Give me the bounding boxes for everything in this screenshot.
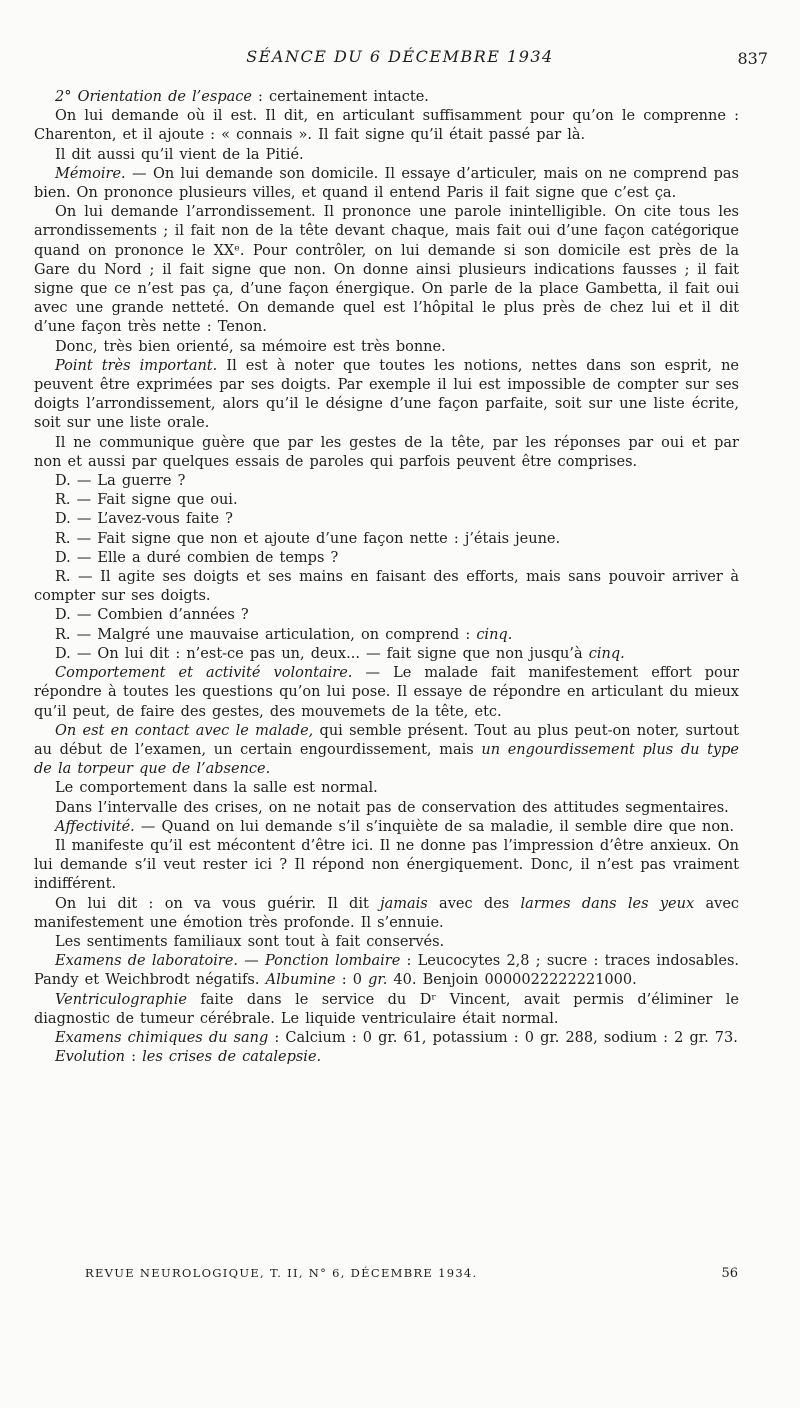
running-title: SÉANCE DU 6 DÉCEMBRE 1934 <box>246 47 554 66</box>
paragraph <box>34 933 739 952</box>
text-run: Il dit aussi qu’il vient de la Pitié. <box>55 146 304 163</box>
paragraph <box>34 357 739 434</box>
text-run: R. — Il agite ses doigts et ses mains en faisant des efforts, mais sans pouvoir arriver à compter sur ses doigts. <box>34 569 739 605</box>
paragraph <box>34 818 739 837</box>
italic-run: cinq. <box>476 626 513 643</box>
paragraph <box>34 510 739 529</box>
text-run: avec des <box>427 895 521 912</box>
paragraph <box>34 645 739 664</box>
paragraph <box>34 779 739 798</box>
paragraph <box>34 837 739 895</box>
paragraph <box>34 952 739 990</box>
paragraph <box>34 338 739 357</box>
paragraph <box>34 799 739 818</box>
italic-run: Examens de laboratoire. <box>55 953 239 970</box>
paragraph <box>34 88 739 107</box>
text-run: : Leucocytes 2,8 ; sucre : traces indosables. Pandy et Weichbrodt négatifs. <box>34 953 739 989</box>
text-run: Il manifeste qu’il est mécontent d’être ici. Il ne donne pas l’impression d’être anxieux. On lui demande s’il veut rester ici ? Il répond non énergiquement. Donc, il n’est pas vraiment indifférent. <box>34 837 739 893</box>
text-run: — Quand on lui demande s’il s’inquiète de sa maladie, il semble dire que non. <box>134 818 735 835</box>
text-run: Dans l’intervalle des crises, on ne notait pas de conservation des attitudes segmentaires. <box>55 799 729 816</box>
text-run: Le comportement dans la salle est normal. <box>55 780 378 797</box>
italic-run: On est en contact avec le malade, <box>55 722 314 739</box>
page-header <box>32 47 768 73</box>
text-run: Il est à noter que toutes les notions, nettes dans son esprit, ne peuvent être exprimées par ses doigts. Par exemple il lui est impossible de compter sur ses doigts l’arrondissement, alors qu’il le désigne d’une façon parfaite, soit sur une liste écrite, soit sur une liste orale. <box>34 357 740 432</box>
italic-run: cinq. <box>588 645 625 662</box>
text-run: On lui dit : on va vous guérir. Il dit <box>55 895 381 912</box>
paragraph <box>34 1029 739 1048</box>
paragraph <box>34 606 739 625</box>
paragraph <box>34 472 739 491</box>
paragraph <box>34 107 739 145</box>
italic-run: un engourdissement plus du type de la torpeur que de l’absence. <box>34 741 739 778</box>
text-run: — <box>238 953 265 970</box>
text-run: qui semble présent. Tout au plus peut-on noter, surtout au début de l’examen, un certain engourdissement, mais <box>34 722 739 758</box>
text-run: D. — Elle a duré combien de temps ? <box>55 549 339 566</box>
paragraph <box>34 165 739 203</box>
text-run: : certainement intacte. <box>251 89 429 105</box>
italic-run: Comportement et activité volontaire. <box>55 665 353 682</box>
text-run: — On lui demande son domicile. Il essaye d’articuler, mais on ne comprend pas bien. On prononce plusieurs villes, et quand il entend Paris il fait signe que c’est ça. <box>34 165 739 202</box>
journal-citation: REVUE NEUROLOGIQUE, T. II, N° 6, DÉCEMBRE 1934. <box>85 1266 478 1280</box>
text-run: : 0 <box>335 972 369 989</box>
italic-run: jamais <box>380 895 428 912</box>
text-run: 40. Benjoin 0000022222221000. <box>387 972 637 989</box>
text-run: R. — Fait signe que oui. <box>55 492 238 509</box>
italic-run: Examens chimiques du sang <box>55 1029 269 1046</box>
text-run: D. — La guerre ? <box>55 473 186 490</box>
paragraph <box>34 1048 739 1067</box>
italic-run: Albumine <box>265 972 336 989</box>
text-run: — Le malade fait manifestement effort pour répondre à toutes les questions qu’on lui pose. Il essaye de répondre en articulant du mieux qu’il peut, de faire des gestes, des mouvemets de la tête, etc. <box>34 665 740 720</box>
italic-run: Point très important. <box>55 357 218 374</box>
paragraph <box>34 664 739 722</box>
italic-run: les crises de catalepsie. <box>142 1049 322 1066</box>
text-run: : <box>125 1049 143 1066</box>
signature-folio: 56 <box>721 1266 738 1281</box>
paragraph <box>34 895 739 933</box>
italic-run: Ventriculographie <box>55 991 187 1008</box>
text-run: Donc, très bien orienté, sa mémoire est très bonne. <box>55 338 446 355</box>
paragraph <box>34 568 739 606</box>
paragraph <box>34 491 739 510</box>
text-run: Il ne communique guère que par les gestes de la tête, par les réponses par oui et par non et aussi par quelques essais de paroles qui parfois peuvent être comprises. <box>34 434 739 470</box>
paragraph <box>34 203 739 337</box>
text-run: On lui demande l’arrondissement. Il prononce une parole inintelligible. On cite tous les arrondissements ; il fait non de la tête devant chaque, mais fait oui d’une façon catégorique quand on prononce le XXᵉ. Pour contrôler, on lui demande si son domicile est près de la Gare du Nord ; il fait signe que non. On donne ainsi plusieurs indications fausses ; il fait signe que ce n’est pas ça, d’une façon énergique. On parle de la place Gambetta, il fait oui avec une grande netteté. On demande quel est l’hôpital le plus près de chez lui et il dit d’une façon très nette : Tenon. <box>34 204 739 336</box>
text-run: R. — Malgré une mauvaise articulation, on comprend : <box>55 626 477 643</box>
page-footer <box>85 1266 738 1288</box>
text-run: D. — L’avez-vous faite ? <box>55 511 233 528</box>
italic-run: Affectivité. <box>55 818 135 835</box>
text-run: On lui demande où il est. Il dit, en articulant suffisamment pour qu’on le comprenne : Charenton, et il ajoute : « connais ». Il fait signe qu’il était passé par là. <box>34 108 739 144</box>
text-run: D. — On lui dit : n’est-ce pas un, deux... — fait signe que non jusqu’à <box>55 645 589 662</box>
italic-run: 2° Orientation de l’espace <box>55 89 252 105</box>
paragraph <box>34 434 739 472</box>
paragraph <box>34 991 739 1029</box>
italic-run: larmes dans les yeux <box>520 895 695 912</box>
page-number: 837 <box>737 49 768 68</box>
text-run: R. — Fait signe que non et ajoute d’une façon nette : j’étais jeune. <box>55 530 561 547</box>
text-run: : Calcium : 0 gr. 61, potassium : 0 gr. 288, sodium : 2 gr. 73. <box>268 1029 738 1046</box>
paragraph <box>34 626 739 645</box>
italic-run: gr. <box>368 972 388 989</box>
text-run: Les sentiments familiaux sont tout à fait conservés. <box>55 933 445 950</box>
text-run: faite dans le service du Dʳ Vincent, avait permis d’éliminer le diagnostic de tumeur cérébrale. Le liquide ventriculaire était normal. <box>34 991 739 1027</box>
paragraph <box>34 549 739 568</box>
italic-run: Evolution <box>55 1049 126 1066</box>
italic-run: Ponction lombaire <box>265 953 401 970</box>
text-run: D. — Combien d’années ? <box>55 607 249 624</box>
italic-run: Mémoire. <box>55 165 126 182</box>
paragraph <box>34 530 739 549</box>
paragraph <box>34 722 739 780</box>
article-body <box>34 88 739 1067</box>
text-run: avec manifestement une émotion très profonde. Il s’ennuie. <box>34 895 740 931</box>
paragraph <box>34 146 739 165</box>
